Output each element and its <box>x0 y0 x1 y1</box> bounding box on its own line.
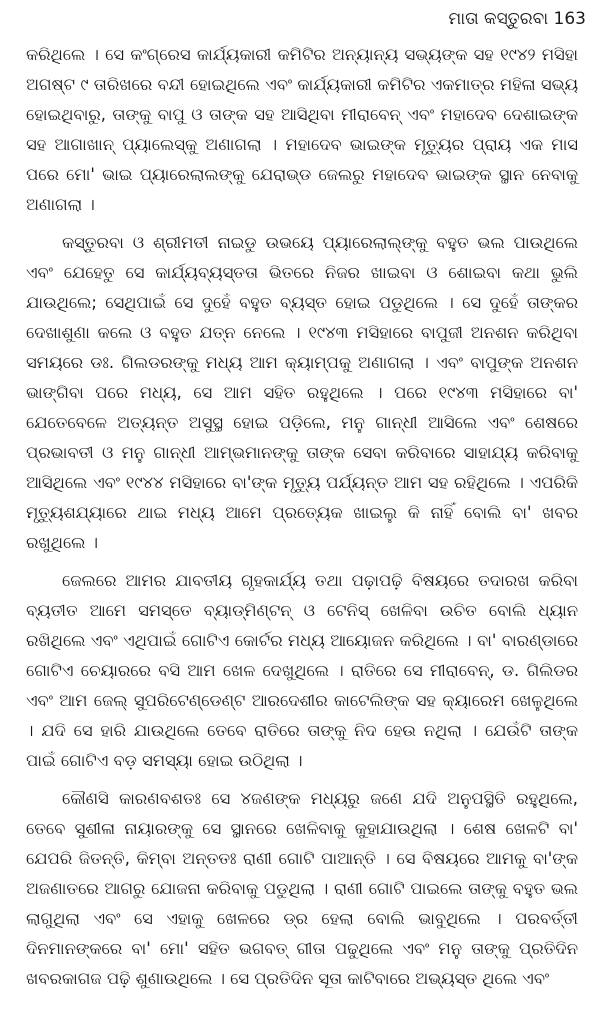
running-header: ମାତା କସ୍ତୁରବା 163 <box>448 9 586 29</box>
paragraph-3: ଜେଲରେ ଆମର ଯାବତୀୟ ଗୃହକାର୍ଯ୍ୟ ତଥା ପଢ଼ାପଢ଼ି ବିଷୟରେ ତଦାରଖ କରିବା ବ୍ୟତୀତ ଆମେ ସମସ୍ତେ ବ୍ୟାଡ୍‌ମିଣ୍ଟନ୍ ଓ ଟେନିସ୍ ଖେଳିବା ଉଚିତ ବୋଲି ଧ୍ୟାନ ରଖିଥିଲେ ଏବଂ ଏଥିପାଇଁ ଗୋଟିଏ କୋର୍ଟର ମଧ୍ୟ ଆୟୋଜନ କରିଥିଲେ । ବା' ବାରଣ୍ଡାରେ ଗୋଟିଏ ଚେୟାରରେ ବସି ଆମ ଖେଳ ଦେଖୁଥିଲେ । ରାତିରେ ସେ ମୀରାବେନ୍, ଡ. ଗିଲିଡର ଏବଂ ଆମ ଜେଲ୍ ସୁପରିଟେଣ୍ଡେଣ୍ଟ ଆରଦେଶୀର କାଟେଲିଙ୍କ ସହ କ୍ୟାରେମ ଖେଳୁଥିଲେ । ଯଦି ସେ ହାରି ଯାଉଥିଲେ ତେବେ ରାତିରେ ତାଙ୍କୁ ନିଦ ହେଉ ନଥିଲା । ଯେଉଁଟି ତାଙ୍କ ପାଇଁ ଗୋଟିଏ ବଡ଼ ସମସ୍ୟା ହୋଇ ଉଠିଥିଲା । <box>26 571 578 770</box>
paragraph-2: କସ୍ତୁରବା ଓ ଶ୍ରୀମତୀ ନାଇଡୁ ଉଭୟେ ପ୍ୟାରେଲାଲ୍‌ଙ୍କୁ ବହୁତ ଭଲ ପାଉଥିଲେ ଏବଂ ଯେହେତୁ ସେ କାର୍ଯ୍ୟବ୍ୟସ୍ତତା ଭିତରେ ନିଜର ଖାଇବା ଓ ଶୋଇବା କଥା ଭୁଲି ଯାଉଥିଲେ; ସେଥିପାଇଁ ସେ ଦୁହେଁ ବହୁତ ବ୍ୟସ୍ତ ହୋଇ ପଡୁଥିଲେ । ସେ ଦୁହେଁ ତାଙ୍କର ଦେଖାଶୁଣା କଲେ ଓ ବହୁତ ଯତ୍ନ ନେଲେ । ୧୯୪୩ ମସିହାରେ ବାପୁଜୀ ଅନଶନ କରିଥିବା ସମୟରେ ଡଃ. ଗିଲଡରଙ୍କୁ ମଧ୍ୟ ଆମ କ୍ୟାମ୍ପକୁ ଅଣାଗଲା । ଏବଂ ବାପୁଙ୍କ ଅନଶନ ଭାଙ୍ଗିବା ପରେ ମଧ୍ୟ, ସେ ଆମ ସହିତ ରହୁଥିଲେ । ପରେ ୧୯୪୩ ମସିହାରେ ବା' ଯେତେବେଳେ ଅତ୍ୟନ୍ତ ଅସୁସ୍ଥ ହୋଇ ପଡ଼ିଲେ, ମନୁ ଗାନ୍ଧୀ ଆସିଲେ ଏବଂ ଶେଷରେ ପ୍ରଭାବତୀ ଓ ମନୁ ଗାନ୍ଧୀ ଆମ୍ଭମାନଙ୍କୁ ତାଙ୍କ ସେବା କରିବାରେ ସାହାଯ୍ୟ କରିବାକୁ ଆସିଥିଲେ ଏବଂ ୧୯୪୪ ମସିହାରେ ବା'ଙ୍କ ମୃତ୍ୟୁ ପର୍ଯ୍ୟନ୍ତ ଆମ ସହ ରହିଥିଲେ । ଏପରିକି ମୃତ୍ୟୁଶଯ୍ୟାରେ ଥାଇ ମଧ୍ୟ ଆମେ ପ୍ରତ୍ୟେକ ଖାଇଲୁ କି ନାହିଁ ବୋଲି ବା' ଖବର ରଖୁଥିଲେ । <box>26 233 578 552</box>
paragraph-4: କୌଣସି କାରଣବଶତଃ ସେ ୪ଜଣଙ୍କ ମଧ୍ୟରୁ ଜଣେ ଯଦି ଅନୁପସ୍ଥିତି ରହୁଥିଲେ, ତେବେ ସୁଶୀଳା ନାୟାରଙ୍କୁ ସେ ସ୍ଥାନରେ ଖେଳିବାକୁ କୁହାଯାଉଥିଲା । ଶେଷ ଖେଳଟି ବା' ଯେପରି ଜିତନ୍ତି, କିମ୍ବା ଅନ୍ତତଃ ରାଣୀ ଗୋଟି ପାଆନ୍ତି । ସେ ବିଷୟରେ ଆମକୁ ବା'ଙ୍କ ଅଜଣାତରେ ଆଗରୁ ଯୋଜନା କରିବାକୁ ପଡୁଥିଲା । ରାଣୀ ଗୋଟି ପାଇଲେ ତାଙ୍କୁ ବହୁତ ଭଲ ଲାଗୁଥିଲା ଏବଂ ସେ ଏହାକୁ ଖେଳରେ ଡ୍ର ହେଲା ବୋଲି ଭାବୁଥିଲେ । ପରବର୍ତ୍ତୀ ଦିନମାନଙ୍କରେ ବା' ମୋ' ସହିତ ଭଗବତ୍ ଗୀତା ପଢୁଥିଲେ ଏବଂ ମନୁ ତାଙ୍କୁ ପ୍ରତିଦିନ ଖବରକାଗଜ ପଢ଼ି ଶୁଣାଉଥିଲେ । ସେ ପ୍ରତିଦିନ ସୂତା କାଟିବାରେ ଅଭ୍ୟସ୍ତ ଥିଲେ ଏବଂ <box>26 789 578 988</box>
paragraph-1: କରିଥିଲେ । ସେ କଂଗ୍ରେସ କାର୍ଯ୍ୟକାରୀ କମିଟିର ଅନ୍ୟାନ୍ୟ ସଭ୍ୟଙ୍କ ସହ ୧୯୪୨ ମସିହା ଅଗଷ୍ଟ ୯ ତାରିଖରେ ବନ୍ଦୀ ହୋଇଥିଲେ ଏବଂ କାର୍ଯ୍ୟକାରୀ କମିଟିର ଏକମାତ୍ର ମହିଳା ସଭ୍ୟ ହୋଇଥିବାରୁ, ତାଙ୍କୁ ବାପୁ ଓ ତାଙ୍କ ସହ ଆସିଥିବା ମୀରାବେନ୍ ଏବଂ ମହାଦେବ ଦେଶାଇଙ୍କ ସହ ଆଗାଖାନ୍ ପ୍ୟାଲେସ୍‌କୁ ଅଣାଗଲା । ମହାଦେବ ଭାଇଙ୍କ ମୃତ୍ୟୁର ପ୍ରାୟ ଏକ ମାସ ପରେ ମୋ' ଭାଇ ପ୍ୟାରେଲାଲଙ୍କୁ ଯେରାଭ୍ଡ ଜେଲରୁ ମହାଦେବ ଭାଇଙ୍କ ସ୍ଥାନ ନେବାକୁ ଅଣାଗଲା । <box>26 45 578 214</box>
